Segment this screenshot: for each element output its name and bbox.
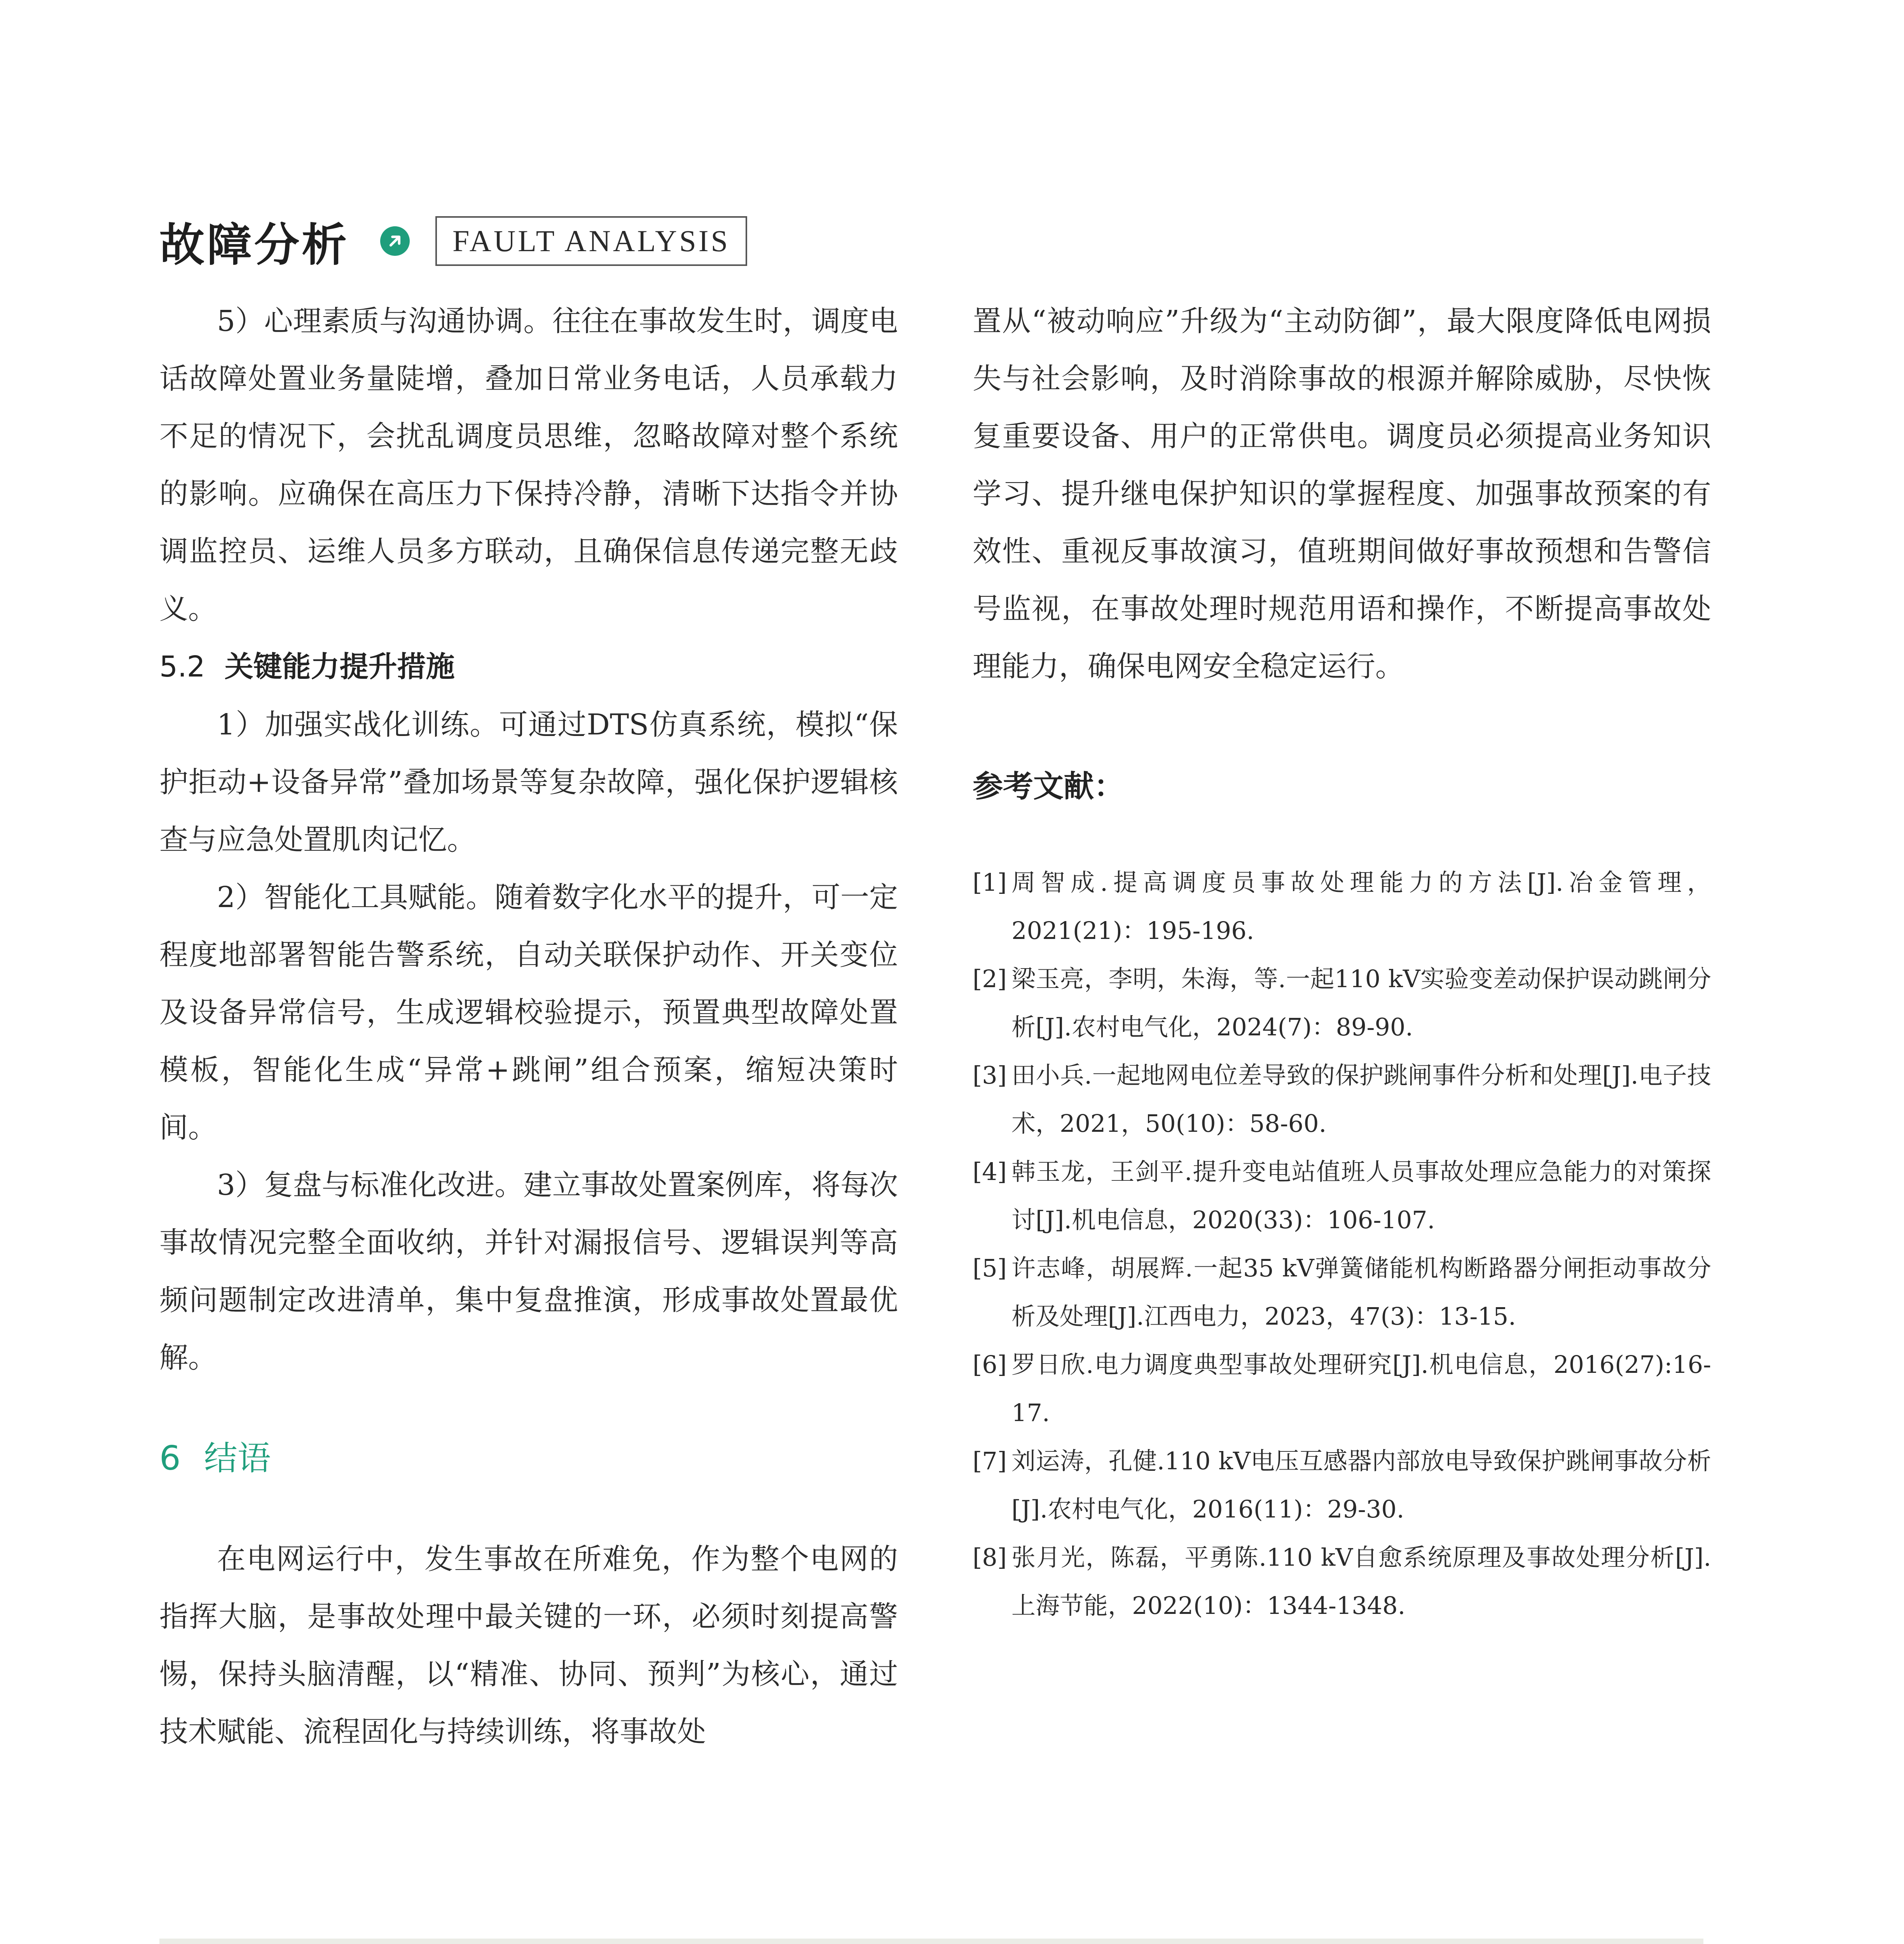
reference-text: 周智成.提高调度员事故处理能力的方法[J].冶金管理，2021(21)：195-196. bbox=[1011, 868, 1711, 945]
reference-number: [6] bbox=[973, 1350, 1007, 1379]
reference-text: 罗日欣.电力调度典型事故处理研究[J].机电信息，2016(27):16-17. bbox=[1011, 1350, 1711, 1427]
subsection-title: 关键能力提升措施 bbox=[224, 650, 455, 684]
reference-text: 刘运涛，孔健.110 kV电压互感器内部放电导致保护跳闸事故分析[J].农村电气化，2016(11)：29-30. bbox=[1011, 1447, 1711, 1523]
reference-text: 张月光，陈磊，平勇陈.110 kV自愈系统原理及事故处理分析[J].上海节能，2022(10)：1344-1348. bbox=[1011, 1543, 1711, 1620]
paragraph-conclusion-start: 在电网运行中，发生事故在所难免，作为整个电网的指挥大脑，是事故处理中最关键的一环，必须时刻提高警惕，保持头脑清醒，以“精准、协同、预判”为核心，通过技术赋能、流程固化与持续训练，将事故处 bbox=[159, 1542, 898, 1748]
section-title-conclusion: 结语 bbox=[204, 1439, 271, 1478]
reference-number: [1] bbox=[973, 868, 1007, 897]
paragraph-conclusion-continued: 置从“被动响应”升级为“主动防御”，最大限度降低电网损失与社会影响，及时消除事故的根源并解除威胁，尽快恢复重要设备、用户的正常供电。调度员必须提高业务知识学习、提升继电保护知识的掌握程度、加强事故预案的有效性、重视反事故演习，值班期间做好事故预想和告警信号监视，在事故处理时规范用语和操作，不断提高事故处理能力，确保电网安全稳定运行。 bbox=[973, 304, 1711, 683]
reference-text: 韩玉龙，王剑平.提升变电站值班人员事故处理应急能力的对策探讨[J].机电信息，2020(33)：106-107. bbox=[1011, 1157, 1711, 1234]
paragraph-psychology: 5）心理素质与沟通协调。往往在事故发生时，调度电话故障处置业务量陡增，叠加日常业务电话，人员承载力不足的情况下，会扰乱调度员思维，忽略故障对整个系统的影响。应确保在高压力下保持冷静，清晰下达指令并协调监控员、运维人员多方联动，且确保信息传递完整无歧义。 bbox=[159, 304, 898, 626]
reference-text: 许志峰，胡展辉.一起35 kV弹簧储能机构断路器分闸拒动事故分析及处理[J].江西电力，2023，47(3)：13-15. bbox=[1011, 1254, 1711, 1330]
reference-number: [5] bbox=[973, 1254, 1007, 1282]
reference-number: [4] bbox=[973, 1157, 1007, 1186]
references-heading: 参考文献： bbox=[973, 769, 1125, 804]
reference-list bbox=[973, 858, 1711, 1630]
paragraph-measure-2: 2）智能化工具赋能。随着数字化水平的提升，可一定程度地部署智能告警系统，自动关联保护动作、开关变位及设备异常信号，生成逻辑校验提示，预置典型故障处置模板，智能化生成“异常+跳闸”组合预案，缩短决策时间。 bbox=[159, 881, 898, 1144]
reference-number: [2] bbox=[973, 965, 1007, 993]
left-column bbox=[159, 292, 898, 1760]
reference-number: [8] bbox=[973, 1543, 1007, 1572]
reference-text: 田小兵.一起地网电位差导致的保护跳闸事件分析和处理[J].电子技术，2021，50(10)：58-60. bbox=[1011, 1061, 1711, 1138]
section-title: 故障分析 bbox=[159, 219, 349, 271]
reference-item bbox=[973, 1341, 1711, 1437]
right-column bbox=[973, 292, 1711, 1630]
reference-item bbox=[973, 1148, 1711, 1244]
reference-item bbox=[973, 1437, 1711, 1533]
reference-item bbox=[973, 1533, 1711, 1630]
reference-number: [7] bbox=[973, 1447, 1007, 1475]
arrow-up-right-icon bbox=[380, 226, 410, 256]
paragraph-measure-3: 3）复盘与标准化改进。建立事故处置案例库，将每次事故情况完整全面收纳，并针对漏报信号、逻辑误判等高频问题制定改进清单，集中复盘推演，形成事故处置最优解。 bbox=[159, 1168, 898, 1374]
reference-item bbox=[973, 1244, 1711, 1341]
section-number: 6 bbox=[159, 1439, 181, 1478]
reference-text: 梁玉亮，李明，朱海，等.一起110 kV实验变差动保护误动跳闸分析[J].农村电气化，2024(7)：89-90. bbox=[1011, 965, 1711, 1041]
reference-item bbox=[973, 955, 1711, 1051]
section-heading-conclusion bbox=[159, 1429, 898, 1488]
paragraph-measure-1: 1）加强实战化训练。可通过DTS仿真系统，模拟“保护拒动+设备异常”叠加场景等复杂故障，强化保护逻辑核查与应急处置肌肉记忆。 bbox=[159, 708, 898, 857]
reference-item bbox=[973, 1051, 1711, 1148]
subsection-number: 5.2 bbox=[159, 650, 205, 684]
blank-ad-area bbox=[159, 1939, 1703, 1944]
english-title-box: FAULT ANALYSIS bbox=[435, 216, 747, 266]
reference-number: [3] bbox=[973, 1061, 1007, 1089]
subsection-heading bbox=[159, 638, 898, 696]
page-header bbox=[159, 202, 747, 280]
reference-item bbox=[973, 858, 1711, 955]
